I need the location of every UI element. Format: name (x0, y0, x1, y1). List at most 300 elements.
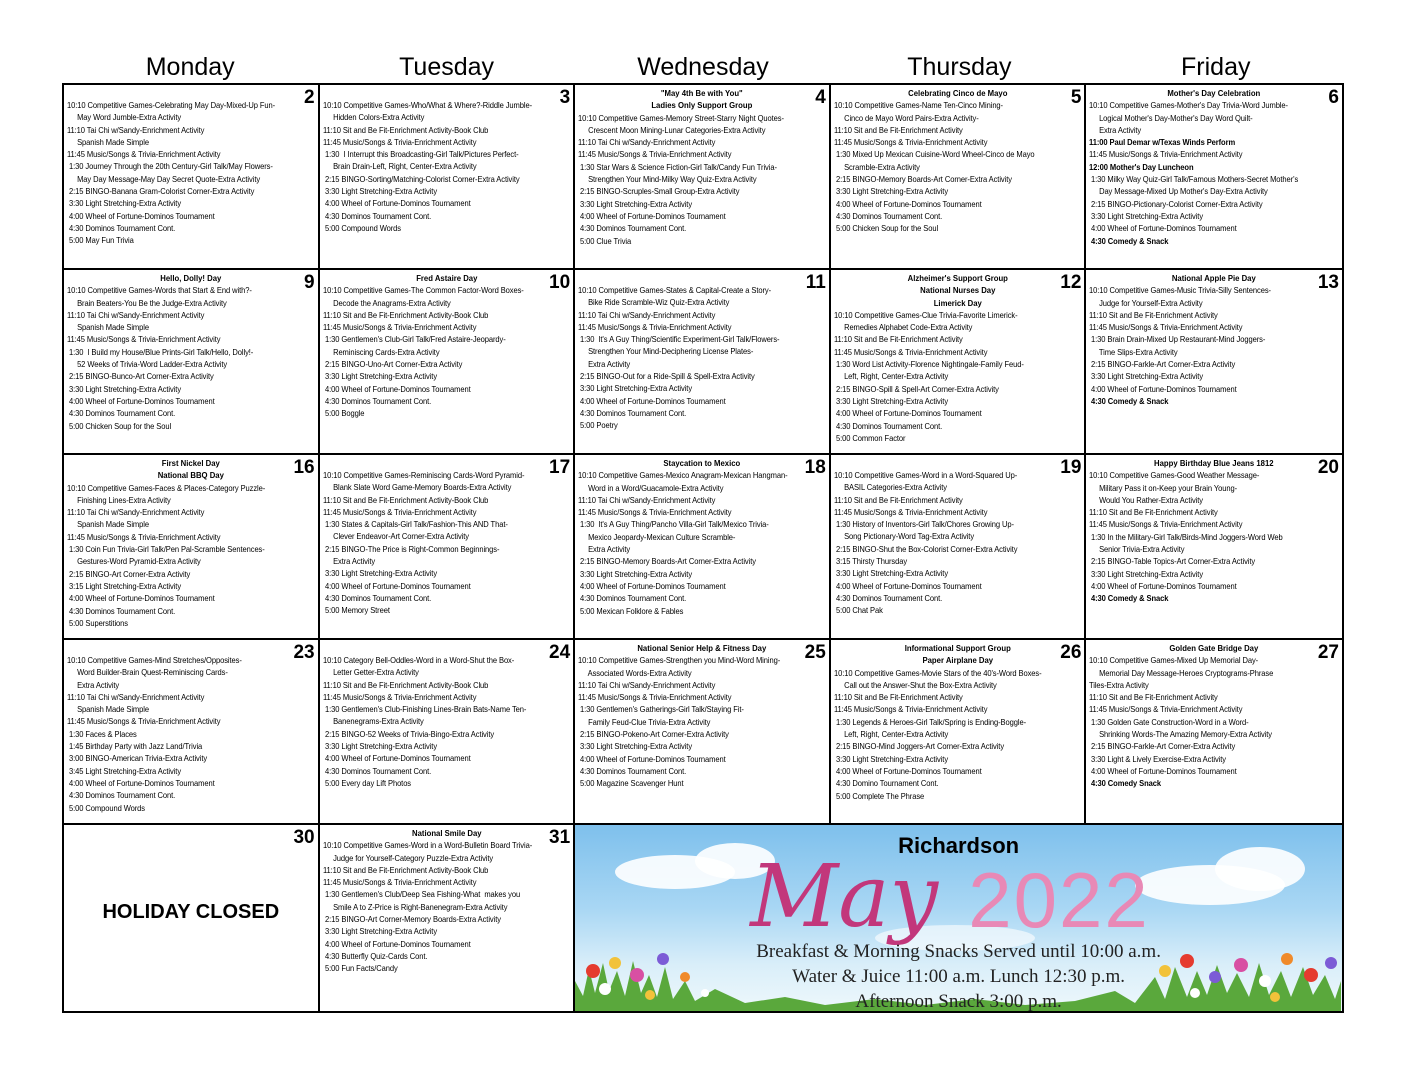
schedule-item: 1:30 Faces & Places (67, 728, 137, 739)
schedule-item: 4:30 Dominos Tournament Cont. (322, 765, 431, 776)
schedule-item: Hidden Colors-Extra Activity (322, 112, 424, 123)
day-number: 18 (804, 457, 826, 478)
schedule-item: 4:00 Wheel of Fortune-Dominos Tournament (67, 593, 215, 604)
schedule-item: 3:30 Light Stretching-Extra Activity (1089, 210, 1204, 221)
schedule-item: 5:00 Fun Facts/Candy (322, 963, 398, 974)
day-cell (575, 85, 831, 270)
schedule-item: 11:10 Tai Chi w/Sandy-Enrichment Activity (67, 507, 205, 518)
schedule-item: 2:15 BINGO-Spill & Spell-Art Corner-Extra Activity (833, 383, 999, 394)
schedule-item: 5:00 Memory Street (322, 605, 390, 616)
schedule-item: Decode the Anagrams-Extra Activity (322, 297, 451, 308)
schedule-item: 2:15 BINGO-Uno-Art Corner-Extra Activity (322, 359, 462, 370)
schedule-item: 1:30 Gentlemen's Club-Finishing Lines-Brain Bats-Name Ten- (322, 704, 526, 715)
schedule-item: 3:30 Light Stretching-Extra Activity (322, 371, 437, 382)
schedule-item: 11:45 Music/Songs & Trivia-Enrichment Activity (578, 149, 732, 160)
schedule-item: Brain Beaters-You Be the Judge-Extra Activity (67, 297, 227, 308)
special-day-titles (335, 827, 558, 839)
schedule-item: Spanish Made Simple (67, 704, 149, 715)
calendar-grid (62, 83, 1344, 1013)
weekday-wednesday: Wednesday (637, 53, 769, 81)
weekday-friday: Friday (1181, 53, 1251, 81)
day-number: 25 (804, 642, 826, 663)
special-day-titles (846, 272, 1069, 309)
day-cell (575, 455, 831, 640)
day-cell (575, 270, 831, 455)
schedule-item: 1:30 I Interrupt this Broadcasting-Girl Talk/Pictures Perfect- (322, 149, 519, 160)
schedule-item: 5:00 Every day Lift Photos (322, 777, 411, 788)
schedule-item: 4:00 Wheel of Fortune-Dominos Tournament (322, 753, 471, 764)
schedule-item: 11:00 Paul Demar w/Texas Winds Perform (1089, 137, 1236, 148)
schedule-item: 11:10 Sit and Be Fit-Enrichment Activity (833, 334, 963, 345)
weekday-header-row (62, 52, 1344, 82)
schedule-item: 2:15 BINGO-52 Weeks of Trivia-Bingo-Extra Activity (322, 728, 494, 739)
schedule-item: 1:30 Journey Through the 20th Century-Girl Talk/May Flowers- (67, 161, 273, 172)
day-number: 12 (1060, 272, 1082, 293)
special-day-title: Informational Support Group (904, 643, 1011, 653)
schedule-item: 3:30 Light Stretching-Extra Activity (1089, 371, 1204, 382)
schedule-item: 3:30 Light Stretching-Extra Activity (578, 568, 693, 579)
special-day-title: Paper Airplane Day (922, 655, 993, 666)
schedule-item: 4:30 Dominos Tournament Cont. (67, 222, 176, 233)
schedule-item: Family Feud-Clue Trivia-Extra Activity (578, 716, 711, 727)
schedule-item: 12:00 Mother's Day Luncheon (1089, 161, 1194, 172)
schedule-item: 1:30 Golden Gate Construction-Word in a Word- (1089, 716, 1250, 727)
holiday-closed-notice: HOLIDAY CLOSED (102, 901, 280, 923)
schedule-item: 1:30 Coin Fun Trivia-Girl Talk/Pen Pal-Scramble Sentences- (67, 544, 265, 555)
day-cell (64, 455, 320, 640)
schedule-item: Blank Slate Word Game-Memory Boards-Extra Activity (322, 482, 511, 493)
schedule-item: 10:10 Competitive Games-Clue Trivia-Favorite Limerick- (833, 309, 1018, 320)
special-day-title: Golden Gate Bridge Day (1169, 643, 1259, 653)
schedule-item: 4:00 Wheel of Fortune-Dominos Tournament (578, 210, 726, 221)
special-day-title: Happy Birthday Blue Jeans 1812 (1154, 458, 1274, 468)
day-cell (575, 640, 831, 825)
schedule-item: Associated Words-Extra Activity (578, 667, 692, 678)
schedule-item: 4:30 Comedy & Snack (1089, 235, 1169, 246)
location-title: Richardson (898, 833, 1020, 858)
schedule-item: Song Pictionary-Word Tag-Extra Activity (833, 531, 974, 542)
schedule-item: Brain Drain-Left, Right, Center-Extra Activity (322, 161, 477, 172)
schedule-item: Day Message-Mixed Up Mother's Day-Extra Activity (1089, 186, 1269, 197)
schedule-item: 11:10 Sit and Be Fit-Enrichment Activity-Book Club (322, 679, 488, 690)
day-number: 17 (549, 457, 571, 478)
schedule-item: Strengthen Your Mind-Deciphering License Plates- (578, 346, 754, 357)
schedule-item: 2:15 BINGO-Out for a Ride-Spill & Spell-Extra Activity (578, 371, 755, 382)
schedule-item: Call out the Answer-Shut the Box-Extra Activity (833, 679, 997, 690)
schedule-item: 2:15 BINGO-Memory Boards-Art Corner-Extra Activity (578, 556, 757, 567)
schedule-item: 4:00 Wheel of Fortune-Dominos Tournament (1089, 580, 1237, 591)
schedule-item: 3:30 Light Stretching-Extra Activity (833, 395, 948, 406)
spacer (323, 642, 571, 654)
special-day-titles (1102, 272, 1327, 284)
schedule-item: 4:00 Wheel of Fortune-Dominos Tournament (322, 198, 471, 209)
schedule-item: 3:30 Light Stretching-Extra Activity (322, 186, 437, 197)
schedule-item: 11:45 Music/Songs & Trivia-Enrichment Activity (322, 691, 477, 702)
schedule-item: 10:10 Competitive Games-Memory Street-Starry Night Quotes- (578, 112, 785, 123)
schedule-item: Extra Activity (1089, 124, 1142, 135)
schedule-item: 3:30 Light Stretching-Extra Activity (322, 741, 437, 752)
day-number: 26 (1060, 642, 1082, 663)
schedule-item: 10:10 Competitive Games-The Common Factor-Word Boxes- (322, 285, 524, 296)
schedule-item: 4:00 Wheel of Fortune-Dominos Tournament (322, 580, 471, 591)
schedule-item: 2:15 BINGO-Art Corner-Memory Boards-Extra Activity (322, 914, 501, 925)
schedule-item: 10:10 Competitive Games-Movie Stars of the 40's-Word Boxes- (833, 667, 1042, 678)
day-cell (320, 85, 576, 270)
schedule-item: 5:00 Clue Trivia (578, 235, 632, 246)
schedule-item: 11:45 Music/Songs & Trivia-Enrichment Activity (1089, 149, 1243, 160)
schedule-item: Extra Activity (578, 358, 631, 369)
schedule-item: Left, Right, Center-Extra Activity (833, 371, 949, 382)
schedule-item: 5:00 Complete The Phrase (833, 790, 924, 801)
schedule-item: 5:00 Compound Words (322, 222, 401, 233)
schedule-item: Tiles-Extra Activity (1089, 679, 1150, 690)
schedule-item: Extra Activity (322, 556, 375, 567)
day-number: 27 (1317, 642, 1339, 663)
schedule-item: 4:00 Wheel of Fortune-Dominos Tournament (67, 395, 215, 406)
schedule-item: 4:30 Dominos Tournament Cont. (67, 790, 176, 801)
day-cell (64, 825, 320, 1011)
schedule-item: 2:15 BINGO-Mind Joggers-Art Corner-Extra Activity (833, 741, 1004, 752)
schedule-item: Word Builder-Brain Quest-Reminiscing Cards- (67, 667, 228, 678)
weekday-thursday: Thursday (907, 53, 1012, 81)
special-day-title: First Nickel Day (161, 458, 220, 468)
schedule-item: 5:00 Compound Words (67, 802, 145, 813)
schedule-item: 5:00 Superstitions (67, 617, 128, 628)
schedule-item: 4:30 Dominos Tournament Cont. (578, 765, 687, 776)
special-day-titles (591, 87, 814, 112)
schedule-item: 3:30 Light Stretching-Extra Activity (833, 186, 948, 197)
schedule-item: 4:00 Wheel of Fortune-Dominos Tournament (1089, 223, 1237, 234)
schedule-item: 4:30 Dominos Tournament Cont. (578, 407, 687, 418)
day-number: 16 (293, 457, 315, 478)
schedule-item: 3:15 Thirsty Thursday (833, 556, 907, 567)
schedule-item: Extra Activity (67, 679, 120, 690)
special-day-titles (1102, 457, 1327, 469)
schedule-item: 2:15 BINGO-Scruples-Small Group-Extra Activity (578, 186, 740, 197)
schedule-item: 11:10 Sit and Be Fit-Enrichment Activity (833, 692, 963, 703)
day-number: 6 (1328, 87, 1339, 108)
special-day-title: Alzheimer's Support Group (907, 273, 1008, 283)
special-day-title: Limerick Day (933, 297, 982, 308)
special-day-title: Fred Astaire Day (415, 273, 477, 283)
schedule-item: 11:45 Music/Songs & Trivia-Enrichment Activity (1089, 322, 1243, 333)
schedule-item: 4:30 Comedy & Snack (1089, 593, 1169, 604)
schedule-item: 10:10 Competitive Games-Celebrating May Day-Mixed-Up Fun- (67, 100, 276, 110)
schedule-item: Crescent Moon Mining-Lunar Categories-Extra Activity (578, 124, 766, 135)
schedule-item: Remedies Alphabet Code-Extra Activity (833, 322, 973, 333)
schedule-item: 11:10 Sit and Be Fit-Enrichment Activity-Book Club (322, 124, 488, 135)
day-number: 5 (1070, 87, 1082, 108)
schedule-item: 11:45 Music/Songs & Trivia-Enrichment Activity (322, 506, 477, 517)
schedule-item: 3:30 Light Stretching-Extra Activity (322, 926, 437, 937)
day-number: 30 (293, 827, 315, 848)
schedule-item: 2:15 BINGO-Bunco-Art Corner-Extra Activity (67, 371, 214, 382)
schedule-item: 2:15 BINGO-Memory Boards-Art Corner-Extra Activity (833, 174, 1012, 185)
schedule-item: 3:00 BINGO-American Trivia-Extra Activity (67, 753, 208, 764)
schedule-item: 11:45 Music/Songs & Trivia-Enrichment Activity (67, 716, 221, 727)
schedule-item: 3:30 Light Stretching-Extra Activity (578, 198, 693, 209)
day-cell (831, 270, 1087, 455)
special-day-title: Celebrating Cinco de Mayo (907, 88, 1008, 98)
schedule-item: 4:30 Dominos Tournament Cont. (322, 395, 431, 406)
schedule-item: 2:15 BINGO-Banana Gram-Colorist Corner-Extra Activity (67, 186, 255, 197)
schedule-item: 5:00 Chicken Soup for the Soul (67, 420, 172, 431)
schedule-item: Time Slips-Extra Activity (1089, 346, 1178, 357)
schedule-item: 11:10 Sit and Be Fit-Enrichment Activity (1089, 309, 1219, 320)
special-day-title: National Senior Help & Fitness Day (637, 643, 767, 653)
schedule-item: 4:30 Dominos Tournament Cont. (578, 593, 687, 604)
day-cell (1086, 640, 1342, 825)
month-title: May (750, 847, 939, 947)
schedule-item: 4:30 Dominos Tournament Cont. (67, 605, 176, 616)
schedule-item: 10:10 Category Bell-Oddles-Word in a Word-Shut the Box- (322, 655, 514, 665)
schedule-item: 5:00 Boggle (322, 408, 365, 419)
schedule-item: 5:00 Chat Pak (833, 605, 883, 616)
day-number: 9 (304, 272, 315, 293)
schedule-item: Extra Activity (578, 544, 631, 555)
schedule-item: 5:00 Common Factor (833, 432, 906, 443)
day-cell (64, 640, 320, 825)
schedule-item: 11:10 Tai Chi w/Sandy-Enrichment Activity (67, 309, 205, 320)
schedule-item: Would You Rather-Extra Activity (1089, 494, 1204, 505)
schedule-item: 3:30 Light & Lively Exercise-Extra Activity (1089, 753, 1227, 764)
schedule-item: 10:10 Competitive Games-Mexico Anagram-Mexican Hangman- (578, 470, 788, 481)
meal-schedule-line-1: Breakfast & Morning Snacks Served until 10:00 a.m. (756, 941, 1161, 962)
special-day-titles (591, 642, 814, 654)
schedule-item: 11:45 Music/Songs & Trivia-Enrichment Activity (1089, 519, 1243, 530)
day-cell (831, 455, 1087, 640)
schedule-item: Word in a Word/Guacamole-Extra Activity (578, 482, 724, 493)
schedule-item: 4:30 Dominos Tournament Cont. (578, 223, 687, 234)
schedule-item: 3:30 Light Stretching-Extra Activity (67, 383, 182, 394)
schedule-item: 11:45 Music/Songs & Trivia-Enrichment Activity (67, 334, 221, 345)
schedule-item: 1:30 Gentlemen's Club/Deep Sea Fishing-What makes you (322, 889, 520, 900)
schedule-item: 11:10 Sit and Be Fit-Enrichment Activity (833, 494, 963, 505)
special-day-titles (335, 272, 558, 284)
schedule-item: 3:30 Light Stretching-Extra Activity (578, 741, 693, 752)
spacer (578, 272, 826, 284)
schedule-item: 11:10 Sit and Be Fit-Enrichment Activity (1089, 507, 1219, 518)
schedule-item: 4:30 Dominos Tournament Cont. (833, 420, 942, 431)
schedule-item: Logical Mother's Day-Mother's Day Word Quilt- (1089, 112, 1253, 123)
schedule-item: Finishing Lines-Extra Activity (67, 494, 171, 505)
schedule-item: 3:30 Light Stretching-Extra Activity (322, 568, 437, 579)
schedule-item: 10:10 Competitive Games-Name Ten-Cinco Mining- (833, 100, 1003, 111)
schedule-item: 10:10 Competitive Games-Reminiscing Cards-Word Pyramid- (322, 470, 524, 480)
schedule-item: 11:45 Music/Songs & Trivia-Enrichment Activity (67, 531, 221, 542)
day-cell (320, 825, 576, 1011)
special-day-titles (846, 642, 1069, 667)
meal-schedule-line-3: Afternoon Snack 3:00 p.m. (855, 991, 1062, 1011)
day-cell (320, 270, 576, 455)
month-banner (575, 825, 1342, 1011)
spacer (67, 642, 315, 654)
schedule-item: 11:45 Music/Songs & Trivia-Enrichment Activity (833, 506, 988, 517)
schedule-item: 4:30 Domino Tournament Cont. (833, 778, 939, 789)
schedule-item: 3:30 Light Stretching-Extra Activity (833, 753, 948, 764)
schedule-item: 10:10 Competitive Games-Mixed Up Memorial Day- (1089, 655, 1259, 666)
day-number: 11 (805, 272, 826, 293)
schedule-item: 4:00 Wheel of Fortune-Dominos Tournament (322, 383, 471, 394)
schedule-item: 1:30 Word List Activity-Florence Nightingale-Family Feud- (833, 359, 1024, 370)
schedule-item: 11:45 Music/Songs & Trivia-Enrichment Activity (833, 346, 988, 357)
schedule-item: 4:00 Wheel of Fortune-Dominos Tournament (833, 408, 982, 419)
special-day-title: National BBQ Day (157, 470, 224, 481)
schedule-item: 5:00 May Fun Trivia (67, 235, 134, 246)
schedule-item: 4:00 Wheel of Fortune-Dominos Tournament (67, 210, 215, 221)
schedule-item: 52 Weeks of Trivia-Word Ladder-Extra Activity (67, 359, 228, 370)
schedule-item: Reminiscing Cards-Extra Activity (322, 346, 440, 357)
schedule-item: 5:00 Magazine Scavenger Hunt (578, 778, 684, 789)
schedule-item: May Day Message-May Day Secret Quote-Extra Activity (67, 173, 261, 184)
schedule-item: 1:30 I Build my House/Blue Prints-Girl Talk/Hello, Dolly!- (67, 346, 254, 357)
schedule-item: 11:10 Sit and Be Fit-Enrichment Activity (1089, 692, 1219, 703)
spacer (67, 827, 315, 839)
schedule-item: Spanish Made Simple (67, 136, 149, 147)
schedule-item: 11:10 Tai Chi w/Sandy-Enrichment Activity (578, 137, 716, 148)
year-title: 2022 (968, 856, 1150, 944)
day-cell (1086, 85, 1342, 270)
day-cell (1086, 455, 1342, 640)
schedule-item: 2:15 BINGO-Farkle-Art Corner-Extra Activity (1089, 359, 1236, 370)
schedule-item: Shrinking Words-The Amazing Memory-Extra Activity (1089, 729, 1273, 740)
schedule-item: 10:10 Competitive Games-Who/What & Where?-Riddle Jumble- (322, 100, 532, 110)
schedule-item: 5:00 Chicken Soup for the Soul (833, 223, 938, 234)
special-day-title: Hello, Dolly! Day (160, 273, 222, 283)
schedule-item: 3:45 Light Stretching-Extra Activity (67, 765, 182, 776)
schedule-item: 11:10 Tai Chi w/Sandy-Enrichment Activity (578, 309, 716, 320)
special-day-title: Staycation to Mexico (663, 458, 741, 468)
day-number: 31 (549, 827, 571, 848)
schedule-item: 11:45 Music/Songs & Trivia-Enrichment Activity (322, 136, 477, 147)
schedule-item: 5:00 Mexican Folklore & Fables (578, 605, 684, 616)
schedule-item: Judge for Yourself-Category Puzzle-Extra Activity (322, 852, 493, 863)
schedule-item: 11:10 Sit and Be Fit-Enrichment Activity-Book Club (322, 864, 488, 875)
schedule-item: 10:10 Competitive Games-Mother's Day Trivia-Word Jumble- (1089, 100, 1289, 111)
schedule-item: 2:15 BINGO-Pokeno-Art Corner-Extra Activity (578, 729, 729, 740)
schedule-item: 10:10 Competitive Games-Word in a Word-Squared Up- (833, 470, 1018, 480)
schedule-item: Spanish Made Simple (67, 322, 149, 333)
schedule-item: Bike Ride Scramble-Wiz Quiz-Extra Activity (578, 297, 730, 308)
schedule-item: BASIL Categories-Extra Activity (833, 482, 947, 493)
schedule-item: 4:00 Wheel of Fortune-Dominos Tournament (833, 580, 982, 591)
schedule-item: Left, Right, Center-Extra Activity (833, 729, 949, 740)
spacer (834, 457, 1082, 469)
meal-schedule-line-2: Water & Juice 11:00 a.m. Lunch 12:30 p.m. (792, 966, 1126, 987)
schedule-item: 11:45 Music/Songs & Trivia-Enrichment Activity (833, 704, 988, 715)
schedule-item: 2:15 BINGO-Art Corner-Extra Activity (67, 568, 191, 579)
day-cell (1086, 270, 1342, 455)
schedule-item: 3:15 Light Stretching-Extra Activity (67, 580, 182, 591)
schedule-item: 10:10 Competitive Games-Words that Start & End with?- (67, 285, 252, 296)
schedule-item: 3:30 Light Stretching-Extra Activity (578, 383, 693, 394)
schedule-item: Mexico Jeopardy-Mexican Culture Scramble- (578, 531, 736, 542)
schedule-item: 1:30 In the Military-Girl Talk/Birds-Mind Joggers-Word Web (1089, 531, 1284, 542)
schedule-item: 4:00 Wheel of Fortune-Dominos Tournament (578, 753, 726, 764)
day-cell (64, 270, 320, 455)
schedule-item: 11:45 Music/Songs & Trivia-Enrichment Activity (1089, 704, 1243, 715)
schedule-item: 10:10 Competitive Games-Strengthen you Mind-Word Mining- (578, 655, 781, 666)
schedule-item: 1:30 Star Wars & Science Fiction-Girl Talk/Candy Fun Trivia- (578, 161, 778, 172)
schedule-item: 1:30 Gentlemen's Club-Girl Talk/Fred Astaire-Jeopardy- (322, 334, 506, 345)
day-number: 3 (559, 87, 571, 108)
schedule-item: Smile A to Z-Price is Right-Banenegram-Extra Activity (322, 901, 508, 912)
schedule-item: 1:30 It's A Guy Thing/Scientific Experiment-Girl Talk/Flowers- (578, 334, 780, 345)
schedule-item: 1:30 History of Inventors-Girl Talk/Chores Growing Up- (833, 519, 1014, 530)
schedule-item: 11:10 Sit and Be Fit-Enrichment Activity (833, 124, 963, 135)
schedule-item: 11:45 Music/Songs & Trivia-Enrichment Activity (833, 137, 988, 148)
schedule-item: 1:30 Legends & Heroes-Girl Talk/Spring is Ending-Boggle- (833, 716, 1026, 727)
weekday-tuesday: Tuesday (399, 53, 495, 81)
schedule-item: 1:30 Milky Way Quiz-Girl Talk/Famous Mothers-Secret Mother's (1089, 174, 1299, 185)
day-number: 19 (1060, 457, 1082, 478)
schedule-item: 4:00 Wheel of Fortune-Dominos Tournament (578, 580, 726, 591)
special-day-titles (79, 457, 302, 482)
schedule-item: 11:45 Music/Songs & Trivia-Enrichment Activity (322, 877, 477, 888)
spacer (323, 87, 571, 99)
schedule-item: 11:45 Music/Songs & Trivia-Enrichment Activity (578, 507, 732, 518)
schedule-item: Strengthen Your Mind-Milky Way Quiz-Extra Activity (578, 174, 757, 185)
day-cell (831, 640, 1087, 825)
schedule-item: 10:10 Competitive Games-Word in a Word-Bulletin Board Trivia- (322, 840, 532, 851)
schedule-item: 11:10 Tai Chi w/Sandy-Enrichment Activity (578, 494, 716, 505)
schedule-item: Memorial Day Message-Heroes Cryptograms-Phrase (1089, 667, 1274, 678)
day-number: 10 (549, 272, 571, 293)
special-day-title: Mother's Day Celebration (1167, 88, 1261, 98)
schedule-item: 4:00 Wheel of Fortune-Dominos Tournament (833, 765, 982, 776)
schedule-item: 4:30 Dominos Tournament Cont. (833, 210, 942, 221)
schedule-item: 1:30 Gentlemen's Gatherings-Girl Talk/Staying Fit- (578, 704, 744, 715)
day-number: 13 (1317, 272, 1339, 293)
special-day-title: National Smile Day (411, 828, 482, 838)
schedule-item: 10:10 Competitive Games-Good Weather Message- (1089, 470, 1260, 481)
schedule-item: 2:15 BINGO-Table Topics-Art Corner-Extra Activity (1089, 556, 1256, 567)
schedule-item: 3:30 Light Stretching-Extra Activity (67, 198, 182, 209)
schedule-item: 3:30 Light Stretching-Extra Activity (1089, 568, 1204, 579)
schedule-item: Judge for Yourself-Extra Activity (1089, 297, 1203, 308)
day-cell (831, 85, 1087, 270)
schedule-item: 2:15 BINGO-Sorting/Matching-Colorist Corner-Extra Activity (322, 173, 520, 184)
schedule-item: 11:10 Tai Chi w/Sandy-Enrichment Activity (67, 691, 205, 702)
schedule-item: 4:30 Butterfly Quiz-Cards Cont. (322, 950, 427, 961)
schedule-item: 10:10 Competitive Games-Mind Stretches/Opposites- (67, 655, 242, 665)
special-day-title: Ladies Only Support Group (651, 100, 753, 111)
schedule-item: 10:10 Competitive Games-Faces & Places-Category Puzzle- (67, 482, 266, 493)
schedule-item: 11:10 Tai Chi w/Sandy-Enrichment Activity (578, 679, 716, 690)
schedule-item: 2:15 BINGO-Pictionary-Colorist Corner-Extra Activity (1089, 198, 1263, 209)
schedule-item: 11:45 Music/Songs & Trivia-Enrichment Activity (578, 692, 732, 703)
schedule-item: 11:45 Music/Songs & Trivia-Enrichment Activity (67, 149, 221, 160)
special-day-titles (591, 457, 814, 469)
schedule-item: 1:45 Birthday Party with Jazz Land/Trivia (67, 741, 203, 752)
schedule-item: 1:30 Brain Drain-Mixed Up Restaurant-Mind Joggers- (1089, 334, 1266, 345)
schedule-item: 4:30 Comedy & Snack (1089, 395, 1169, 406)
schedule-item: Gestures-Word Pyramid-Extra Activity (67, 556, 201, 567)
schedule-item: 1:30 Mixed Up Mexican Cuisine-Word Wheel-Cinco de Mayo (833, 149, 1035, 160)
schedule-item: 4:00 Wheel of Fortune-Dominos Tournament (322, 938, 471, 949)
day-cell (320, 640, 576, 825)
special-day-title: National Apple Pie Day (1172, 273, 1257, 283)
schedule-item: 10:10 Competitive Games-Music Trivia-Silly Sentences- (1089, 285, 1272, 296)
schedule-item: 4:00 Wheel of Fortune-Dominos Tournament (1089, 765, 1237, 776)
schedule-item: 2:15 BINGO-The Price is Right-Common Beginnings- (322, 543, 500, 554)
schedule-item: 4:00 Wheel of Fortune-Dominos Tournament (833, 198, 982, 209)
schedule-item: Letter Getter-Extra Activity (322, 667, 419, 678)
schedule-item: 10:10 Competitive Games-States & Capital-Create a Story- (578, 285, 772, 295)
weekday-monday: Monday (145, 53, 235, 81)
schedule-item: 3:30 Light Stretching-Extra Activity (833, 568, 948, 579)
special-day-title: "May 4th Be with You" (661, 88, 743, 98)
